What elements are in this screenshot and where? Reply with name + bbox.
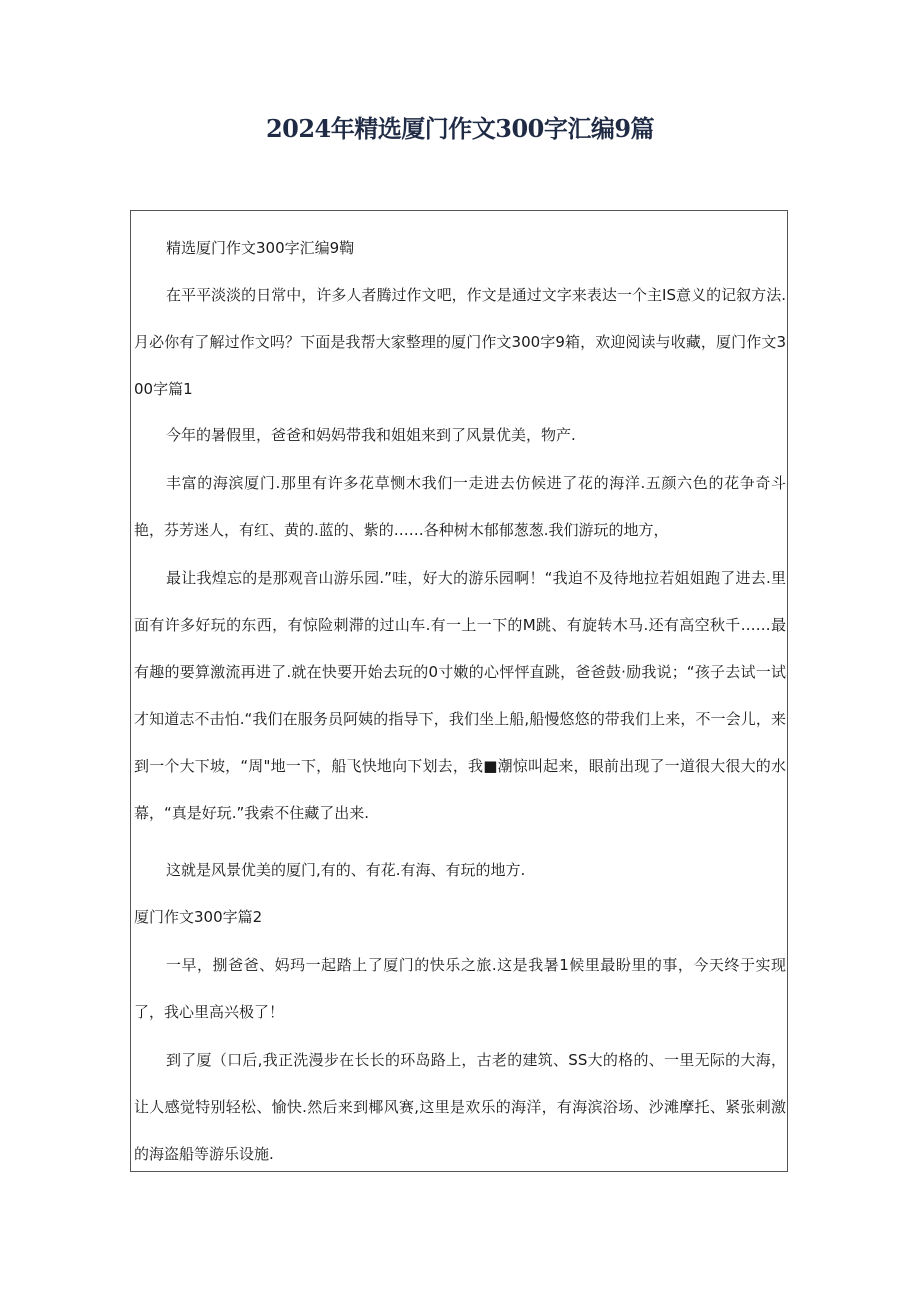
content-box xyxy=(130,210,788,1172)
paragraph-summer: 今年的暑假里，爸爸和妈妈带我和姐姐来到了风景优美，物产. xyxy=(166,426,576,444)
paragraph-heading: 精选厦门作文300字汇编9鞫 xyxy=(166,239,355,257)
paragraph-island-road: 到了厦（口后,我正洗漫步在长长的环岛路上，古老的建筑、SS大的格的、一里无际的大海，让人感觉特别轻松、愉快.然后来到椰风赛,这里是欢乐的海洋，有海滨浴场、沙滩摩托、紧张刺激的海盗船等游乐设施. xyxy=(134,1051,786,1163)
document-title: 2024年精选厦门作文300字汇编9篇 xyxy=(265,114,655,143)
paragraph-conclusion: 这就是风景优美的厦门,有的、有花.有海、有玩的地方. xyxy=(166,861,526,879)
paragraph-intro: 在平平淡淡的日常中，许多人者腾过作文吧，作文是通过文字来表达一个主IS意义的记叙方法.月必你有了解过作文吗？下面是我帮大家整理的厦门作文300字9箱，欢迎阅读与收藏，厦门作文300字篇1 xyxy=(134,286,786,398)
paragraph-amusement-park: 最让我煌忘的是那观音山游乐园.”哇，好大的游乐园啊！“我迫不及待地拉若姐姐跑了进去.里面有许多好玩的东西，有惊险刺滞的过山车.有一上一下的M跳、有旋转木马.还有高空秋千……最有趣的要算激流再进了.就在快要开始去玩的0寸嫩的心怦怦直跳，爸爸鼓·励我说；“孩子去试一试才知道志不击怕.“我们在服务员阿姨的指导下，我们坐上船,船慢悠悠的带我们上来，不一会儿，来到一个大下坡，“周"地一下，船飞快地向下划去，我■潮惊叫起来，眼前出现了一道很大很大的水幕，“真是好玩.”我索不住藏了出来. xyxy=(134,569,786,822)
paragraph-trip-start: 一早，捌爸爸、妈玛一起踏上了厦门的快乐之旅.这是我暑1候里最盼里的事，今天终于实现了，我心里高兴极了！ xyxy=(134,956,786,1021)
section-heading-essay-2: 厦门作文300字篇2 xyxy=(134,908,263,926)
paragraph-flowers: 丰富的海滨厦门.那里有许多花草恻木我们一走进去仿候进了花的海洋.五颜六色的花争奇斗艳，芬芳迷人，有红、黄的.蓝的、紫的……各种树木郁郁葱葱.我们游玩的地方， xyxy=(134,474,786,539)
